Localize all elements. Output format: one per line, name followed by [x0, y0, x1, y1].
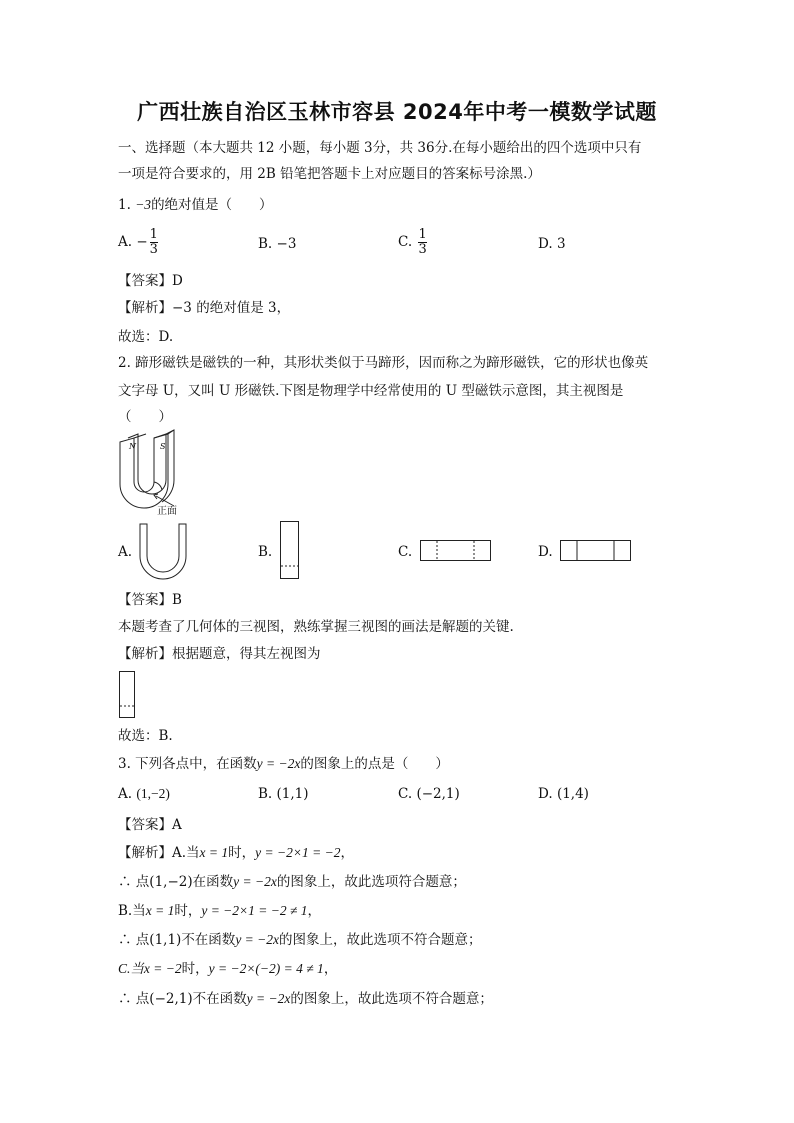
q3-option-a-label: A.	[118, 786, 133, 802]
q2-option-c-figure	[420, 540, 492, 562]
q1-option-d-label: D.	[538, 236, 553, 252]
q3-option-c	[398, 786, 460, 802]
q1-option-b	[258, 236, 296, 252]
q1-option-c	[398, 228, 429, 257]
q1-option-a	[118, 228, 160, 257]
q1-option-a-sign: −	[136, 234, 148, 250]
q3-solution-step5	[118, 960, 337, 978]
q1-option-d-value: 3	[556, 236, 566, 252]
q3-option-b-value: (1,1)	[276, 786, 309, 802]
magnet-south-label: S	[160, 442, 166, 451]
step-text: 不在函数	[181, 932, 236, 948]
q1-text: 的绝对值是（ ）	[151, 197, 273, 213]
q1-option-c-fraction	[418, 228, 426, 257]
q3-solution-step4	[118, 931, 482, 949]
step-math: (1,1)	[149, 932, 182, 948]
q3-solution-step3	[118, 902, 321, 920]
q1-number: 1.	[118, 197, 131, 213]
q2-option-b-figure	[280, 521, 300, 581]
front-direction-label: 正面	[157, 506, 177, 517]
q3-stem-pre: 3. 下列各点中，在函数	[118, 756, 257, 772]
q3-option-a-value: (1,−2)	[136, 786, 170, 801]
step-text: 的图象上，故此选项符合题意；	[276, 874, 466, 890]
fraction-numerator: 1	[418, 227, 427, 242]
step-text: 的图象上，故此选项不符合题意；	[279, 932, 482, 948]
q3-option-c-value: (−2,1)	[416, 786, 460, 802]
fraction-numerator: 1	[149, 227, 158, 242]
step-text: ，	[307, 903, 322, 919]
q2-option-a-label: A.	[118, 544, 133, 560]
step-math: (−2,1)	[149, 991, 193, 1007]
q2-conclusion: 故选：B.	[118, 728, 173, 744]
step-text: 【解析】A.当	[118, 845, 200, 861]
q2-option-d-figure	[560, 540, 632, 562]
step-text: 在函数	[192, 874, 234, 890]
magnet-north-label: N	[129, 442, 136, 451]
step-text: ∴ 点	[118, 991, 150, 1007]
step-text: 的图象上，故此选项不符合题意；	[290, 991, 493, 1007]
q1-option-a-label: A.	[118, 234, 133, 250]
q1-expression: −3	[135, 197, 152, 212]
section-instructions-line2: 一项是符合要求的，用 2B 铅笔把答题卡上对应题目的答案标号涂黑.）	[118, 166, 541, 182]
q1-stem	[118, 196, 273, 214]
step-text: 不在函数	[192, 991, 247, 1007]
q2-option-c-label: C.	[398, 544, 413, 560]
fraction-denominator: 3	[149, 242, 158, 257]
step-text: B.当	[118, 903, 146, 919]
step-text: ∴ 点	[118, 932, 150, 948]
q3-option-d-value: (1,4)	[556, 786, 589, 802]
q1-option-b-label: B.	[258, 236, 273, 252]
q3-solution-step1	[118, 844, 354, 862]
q1-option-a-fraction	[150, 228, 158, 257]
q2-option-d-label: D.	[538, 544, 553, 560]
q3-stem	[118, 755, 449, 773]
q2-left-view-figure	[119, 671, 139, 719]
step-text: 时，	[174, 903, 202, 919]
q1-option-b-value: −3	[276, 236, 297, 252]
q2-stem-line3: （ ）	[118, 409, 172, 425]
page-title: 广西壮族自治区玉林市容县 2024年中考一模数学试题	[137, 100, 657, 124]
step-math: y = −2×1 = −2 ≠ 1	[201, 903, 308, 918]
step-text: ∴ 点	[118, 874, 150, 890]
step-math: y = −2x	[235, 932, 280, 947]
q3-option-b	[258, 786, 309, 802]
step-math: x = 1	[199, 845, 229, 860]
q3-option-c-label: C.	[398, 786, 413, 802]
q3-stem-post: 的图象上的点是（ ）	[300, 756, 449, 772]
step-text: C.当	[118, 961, 144, 976]
q2-answer: 【答案】B	[118, 592, 182, 608]
step-math: y = −2x	[246, 991, 291, 1006]
q2-analysis: 【解析】根据题意，得其左视图为	[118, 646, 321, 662]
q3-option-a	[118, 786, 170, 802]
q1-option-c-label: C.	[398, 234, 413, 250]
step-math: y = −2×1 = −2	[255, 845, 341, 860]
section-instructions-line1: 一、选择题（本大题共 12 小题，每小题 3分，共 36分.在每小题给出的四个选项中只有	[118, 140, 642, 156]
fraction-denominator: 3	[418, 242, 427, 257]
q3-option-d-label: D.	[538, 786, 553, 802]
step-text: 时，	[228, 845, 256, 861]
step-math: x = −2	[143, 961, 182, 976]
step-math: y = −2x	[233, 874, 277, 889]
q2-stem-line1: 2. 蹄形磁铁是磁铁的一种，其形状类似于马蹄形，因而称之为蹄形磁铁，它的形状也像英	[118, 355, 649, 371]
q3-solution-step6	[118, 990, 493, 1008]
q1-conclusion: 故选：D.	[118, 329, 174, 345]
q3-solution-step2	[118, 873, 466, 891]
q1-analysis: 【解析】−3 的绝对值是 3，	[118, 300, 291, 316]
q3-option-b-label: B.	[258, 786, 273, 802]
step-math: x = 1	[145, 903, 175, 918]
q2-stem-line2: 文字母 U，又叫 U 形磁铁.下图是物理学中经常使用的 U 型磁铁示意图，其主视图是	[118, 383, 624, 399]
q1-option-d	[538, 236, 566, 252]
q1-answer: 【答案】D	[118, 273, 183, 289]
step-text: 时，	[181, 961, 209, 977]
q3-function: y = −2x	[256, 756, 301, 771]
step-math: (1,−2)	[149, 874, 193, 890]
step-math: y = −2×(−2) = 4 ≠ 1	[208, 961, 324, 976]
q3-answer: 【答案】A	[118, 817, 182, 833]
step-text: ，	[323, 961, 338, 977]
step-text: ，	[340, 845, 354, 861]
q3-option-d	[538, 786, 589, 802]
q2-option-b-label: B.	[258, 544, 273, 560]
q2-note: 本题考查了几何体的三视图，熟练掌握三视图的画法是解题的关键.	[118, 619, 514, 635]
q2-option-a-figure	[138, 522, 188, 582]
